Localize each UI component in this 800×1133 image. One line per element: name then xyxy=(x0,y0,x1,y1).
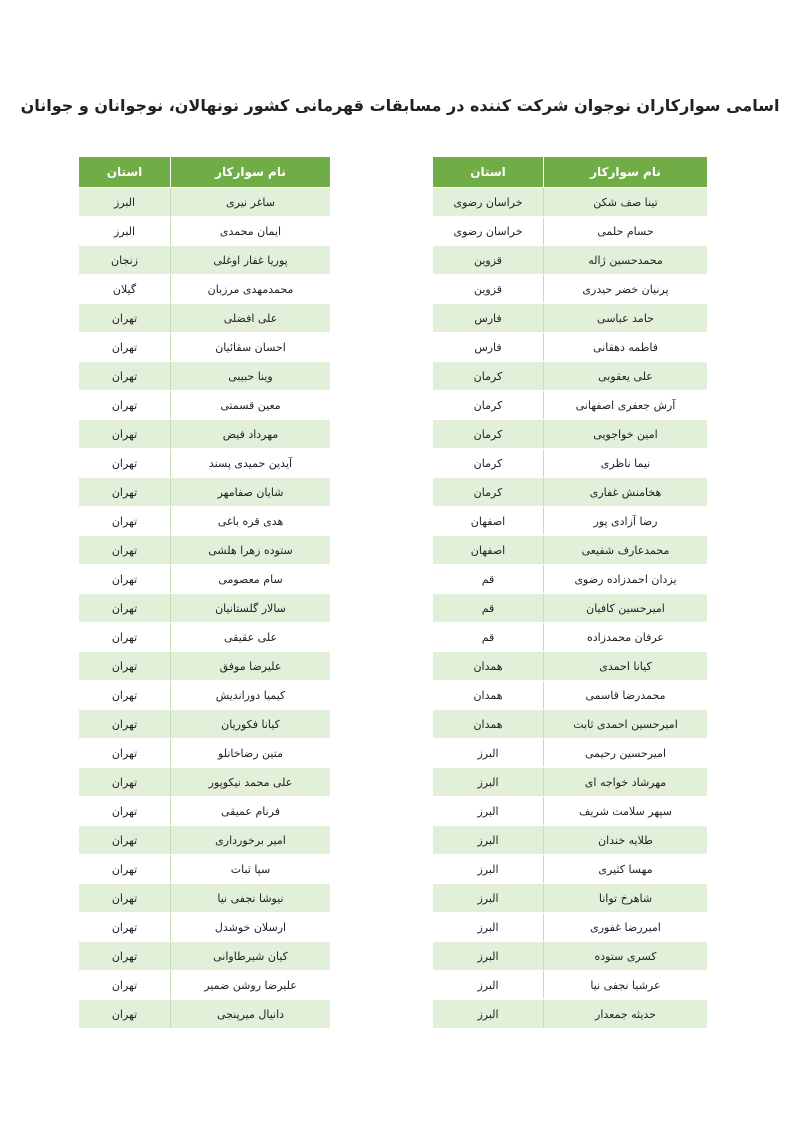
table-row xyxy=(433,565,708,594)
table-row xyxy=(79,478,331,507)
province-cell: تهران xyxy=(79,536,171,565)
rider-name-cell: محمدعارف شفیعی xyxy=(544,536,708,565)
rider-name-cell: فاطمه دهقانی xyxy=(544,333,708,362)
rider-name-cell: ساغر نیری xyxy=(171,188,331,217)
rider-name-cell: ستوده زهرا هلشی xyxy=(171,536,331,565)
table-row xyxy=(79,710,331,739)
rider-name-cell: مهرشاد خواجه ای xyxy=(544,768,708,797)
rider-name-cell: عرفان محمدزاده xyxy=(544,623,708,652)
province-cell: همدان xyxy=(433,681,544,710)
table-row xyxy=(433,797,708,826)
table-row xyxy=(433,652,708,681)
province-cell: قم xyxy=(433,594,544,623)
rider-name-cell: یزدان احمدزاده رضوی xyxy=(544,565,708,594)
table-row xyxy=(433,942,708,971)
province-cell: تهران xyxy=(79,1000,171,1029)
rider-name-cell: رضا آزادی پور xyxy=(544,507,708,536)
province-cell: خراسان رضوی xyxy=(433,188,544,217)
rider-name-cell: علی افضلی xyxy=(171,304,331,333)
rider-name-cell: علی عقیقی xyxy=(171,623,331,652)
column-header-province: استان xyxy=(79,157,171,188)
rider-name-cell: عرشیا نجفی نیا xyxy=(544,971,708,1000)
table-row xyxy=(79,507,331,536)
rider-name-cell: امیرحسین احمدی ثابت xyxy=(544,710,708,739)
table-row xyxy=(433,333,708,362)
province-cell: تهران xyxy=(79,652,171,681)
table-row xyxy=(433,594,708,623)
province-cell: تهران xyxy=(79,449,171,478)
rider-name-cell: هخامنش غفاری xyxy=(544,478,708,507)
riders-table-right xyxy=(432,156,708,1029)
table-row xyxy=(433,971,708,1000)
rider-name-cell: سپا ثبات xyxy=(171,855,331,884)
rider-name-cell: معین قسمتی xyxy=(171,391,331,420)
table-body xyxy=(79,188,331,1029)
rider-name-cell: پوریا غفار اوغلی xyxy=(171,246,331,275)
rider-name-cell: حدیثه جمعدار xyxy=(544,1000,708,1029)
rider-name-cell: هدی قره باغی xyxy=(171,507,331,536)
rider-name-cell: محمدحسین ژاله xyxy=(544,246,708,275)
province-cell: تهران xyxy=(79,304,171,333)
table-row xyxy=(433,681,708,710)
province-cell: قزوین xyxy=(433,246,544,275)
province-cell: همدان xyxy=(433,710,544,739)
province-cell: البرز xyxy=(433,971,544,1000)
table-row xyxy=(433,217,708,246)
province-cell: کرمان xyxy=(433,478,544,507)
rider-name-cell: آیدین حمیدی پسند xyxy=(171,449,331,478)
table-row xyxy=(79,681,331,710)
column-header-rider-name: نام سوارکار xyxy=(171,157,331,188)
riders-table-left xyxy=(78,156,331,1029)
province-cell: همدان xyxy=(433,652,544,681)
table-row xyxy=(79,594,331,623)
province-cell: اصفهان xyxy=(433,536,544,565)
rider-name-cell: پرنیان خضر حیدری xyxy=(544,275,708,304)
province-cell: البرز xyxy=(433,884,544,913)
rider-name-cell: امیرحسین کافیان xyxy=(544,594,708,623)
rider-name-cell: سالار گلستانیان xyxy=(171,594,331,623)
table-row xyxy=(79,565,331,594)
rider-name-cell: نیما ناظری xyxy=(544,449,708,478)
column-header-province: استان xyxy=(433,157,544,188)
province-cell: تهران xyxy=(79,391,171,420)
province-cell: البرز xyxy=(433,942,544,971)
table-row xyxy=(433,884,708,913)
column-header-rider-name: نام سوارکار xyxy=(544,157,708,188)
table-row xyxy=(79,449,331,478)
province-cell: البرز xyxy=(433,826,544,855)
province-cell: البرز xyxy=(433,913,544,942)
province-cell: قزوین xyxy=(433,275,544,304)
rider-name-cell: کیمیا دوراندیش xyxy=(171,681,331,710)
table-row xyxy=(79,739,331,768)
rider-name-cell: طلایه خندان xyxy=(544,826,708,855)
province-cell: تهران xyxy=(79,623,171,652)
rider-name-cell: علی محمد نیکوپور xyxy=(171,768,331,797)
table-row xyxy=(79,1000,331,1029)
table-row xyxy=(79,333,331,362)
province-cell: تهران xyxy=(79,478,171,507)
rider-name-cell: محمدرضا قاسمی xyxy=(544,681,708,710)
province-cell: تهران xyxy=(79,594,171,623)
table-row xyxy=(433,826,708,855)
province-cell: البرز xyxy=(433,855,544,884)
table-row xyxy=(79,420,331,449)
rider-name-cell: سام معصومی xyxy=(171,565,331,594)
table-row xyxy=(433,710,708,739)
province-cell: گیلان xyxy=(79,275,171,304)
table-body xyxy=(433,188,708,1029)
table-row xyxy=(79,362,331,391)
province-cell: تهران xyxy=(79,797,171,826)
table-row xyxy=(433,739,708,768)
province-cell: کرمان xyxy=(433,420,544,449)
table-row xyxy=(433,275,708,304)
table-row xyxy=(433,1000,708,1029)
table-row xyxy=(433,449,708,478)
table-row xyxy=(79,217,331,246)
province-cell: تهران xyxy=(79,826,171,855)
table-row xyxy=(79,536,331,565)
province-cell: زنجان xyxy=(79,246,171,275)
table-row xyxy=(433,362,708,391)
table-row xyxy=(79,623,331,652)
province-cell: تهران xyxy=(79,739,171,768)
table-row xyxy=(433,246,708,275)
province-cell: تهران xyxy=(79,942,171,971)
rider-name-cell: فرنام عمیقی xyxy=(171,797,331,826)
table-row xyxy=(79,797,331,826)
province-cell: تهران xyxy=(79,913,171,942)
rider-name-cell: امین خواجویی xyxy=(544,420,708,449)
province-cell: فارس xyxy=(433,333,544,362)
table-row xyxy=(433,536,708,565)
rider-name-cell: نیوشا نجفی نیا xyxy=(171,884,331,913)
province-cell: تهران xyxy=(79,507,171,536)
rider-name-cell: ارسلان خوشدل xyxy=(171,913,331,942)
table-row xyxy=(79,652,331,681)
province-cell: تهران xyxy=(79,681,171,710)
rider-name-cell: کیانا فکوریان xyxy=(171,710,331,739)
rider-name-cell: کسری ستوده xyxy=(544,942,708,971)
province-cell: البرز xyxy=(433,739,544,768)
rider-name-cell: کیان شیرطاوانی xyxy=(171,942,331,971)
province-cell: تهران xyxy=(79,565,171,594)
rider-name-cell: امیر برخورداری xyxy=(171,826,331,855)
province-cell: کرمان xyxy=(433,449,544,478)
province-cell: تهران xyxy=(79,420,171,449)
province-cell: تهران xyxy=(79,362,171,391)
rider-name-cell: مهسا کثیری xyxy=(544,855,708,884)
province-cell: خراسان رضوی xyxy=(433,217,544,246)
rider-name-cell: تینا صف شکن xyxy=(544,188,708,217)
table-header-row xyxy=(79,157,331,188)
table-row xyxy=(433,478,708,507)
province-cell: البرز xyxy=(79,188,171,217)
province-cell: تهران xyxy=(79,710,171,739)
province-cell: البرز xyxy=(433,768,544,797)
rider-name-cell: مهرداد فیض xyxy=(171,420,331,449)
province-cell: قم xyxy=(433,623,544,652)
rider-name-cell: متین رضاخانلو xyxy=(171,739,331,768)
table-header-row xyxy=(433,157,708,188)
table-row xyxy=(79,942,331,971)
table-row xyxy=(79,768,331,797)
rider-name-cell: وینا حبیبی xyxy=(171,362,331,391)
page-title: اسامی سوارکاران نوجوان شرکت کننده در مسابقات قهرمانی کشور نونهالان، نوجوانان و جوانان xyxy=(20,96,780,115)
table-row xyxy=(433,855,708,884)
rider-name-cell: حامد عباسی xyxy=(544,304,708,333)
province-cell: تهران xyxy=(79,971,171,1000)
rider-name-cell: کیانا احمدی xyxy=(544,652,708,681)
table-row xyxy=(79,884,331,913)
table-row xyxy=(79,188,331,217)
province-cell: کرمان xyxy=(433,362,544,391)
province-cell: البرز xyxy=(433,1000,544,1029)
rider-name-cell: شایان صفامهر xyxy=(171,478,331,507)
province-cell: کرمان xyxy=(433,391,544,420)
province-cell: تهران xyxy=(79,333,171,362)
rider-name-cell: سپهر سلامت شریف xyxy=(544,797,708,826)
province-cell: تهران xyxy=(79,855,171,884)
rider-name-cell: محمدمهدی مرزبان xyxy=(171,275,331,304)
rider-name-cell: شاهرخ توانا xyxy=(544,884,708,913)
table-row xyxy=(433,391,708,420)
table-row xyxy=(79,826,331,855)
table-row xyxy=(79,391,331,420)
rider-name-cell: آرش جعفری اصفهانی xyxy=(544,391,708,420)
province-cell: تهران xyxy=(79,884,171,913)
table-row xyxy=(433,420,708,449)
table-row xyxy=(433,507,708,536)
table-row xyxy=(79,246,331,275)
rider-name-cell: دانیال میرپنجی xyxy=(171,1000,331,1029)
table-row xyxy=(79,913,331,942)
rider-name-cell: احسان سقائیان xyxy=(171,333,331,362)
province-cell: فارس xyxy=(433,304,544,333)
rider-name-cell: علی یعقوبی xyxy=(544,362,708,391)
table-row xyxy=(79,275,331,304)
table-row xyxy=(433,768,708,797)
rider-name-cell: علیرضا روشن ضمیر xyxy=(171,971,331,1000)
table-row xyxy=(433,304,708,333)
table-row xyxy=(79,971,331,1000)
province-cell: البرز xyxy=(79,217,171,246)
rider-name-cell: امیرحسین رحیمی xyxy=(544,739,708,768)
rider-name-cell: امیررضا غفوری xyxy=(544,913,708,942)
table-row xyxy=(79,304,331,333)
province-cell: البرز xyxy=(433,797,544,826)
table-row xyxy=(79,855,331,884)
province-cell: تهران xyxy=(79,768,171,797)
table-row xyxy=(433,188,708,217)
rider-name-cell: حسام حلمی xyxy=(544,217,708,246)
rider-name-cell: ایمان محمدی xyxy=(171,217,331,246)
table-row xyxy=(433,913,708,942)
province-cell: قم xyxy=(433,565,544,594)
rider-name-cell: علیرضا موفق xyxy=(171,652,331,681)
table-row xyxy=(433,623,708,652)
province-cell: اصفهان xyxy=(433,507,544,536)
